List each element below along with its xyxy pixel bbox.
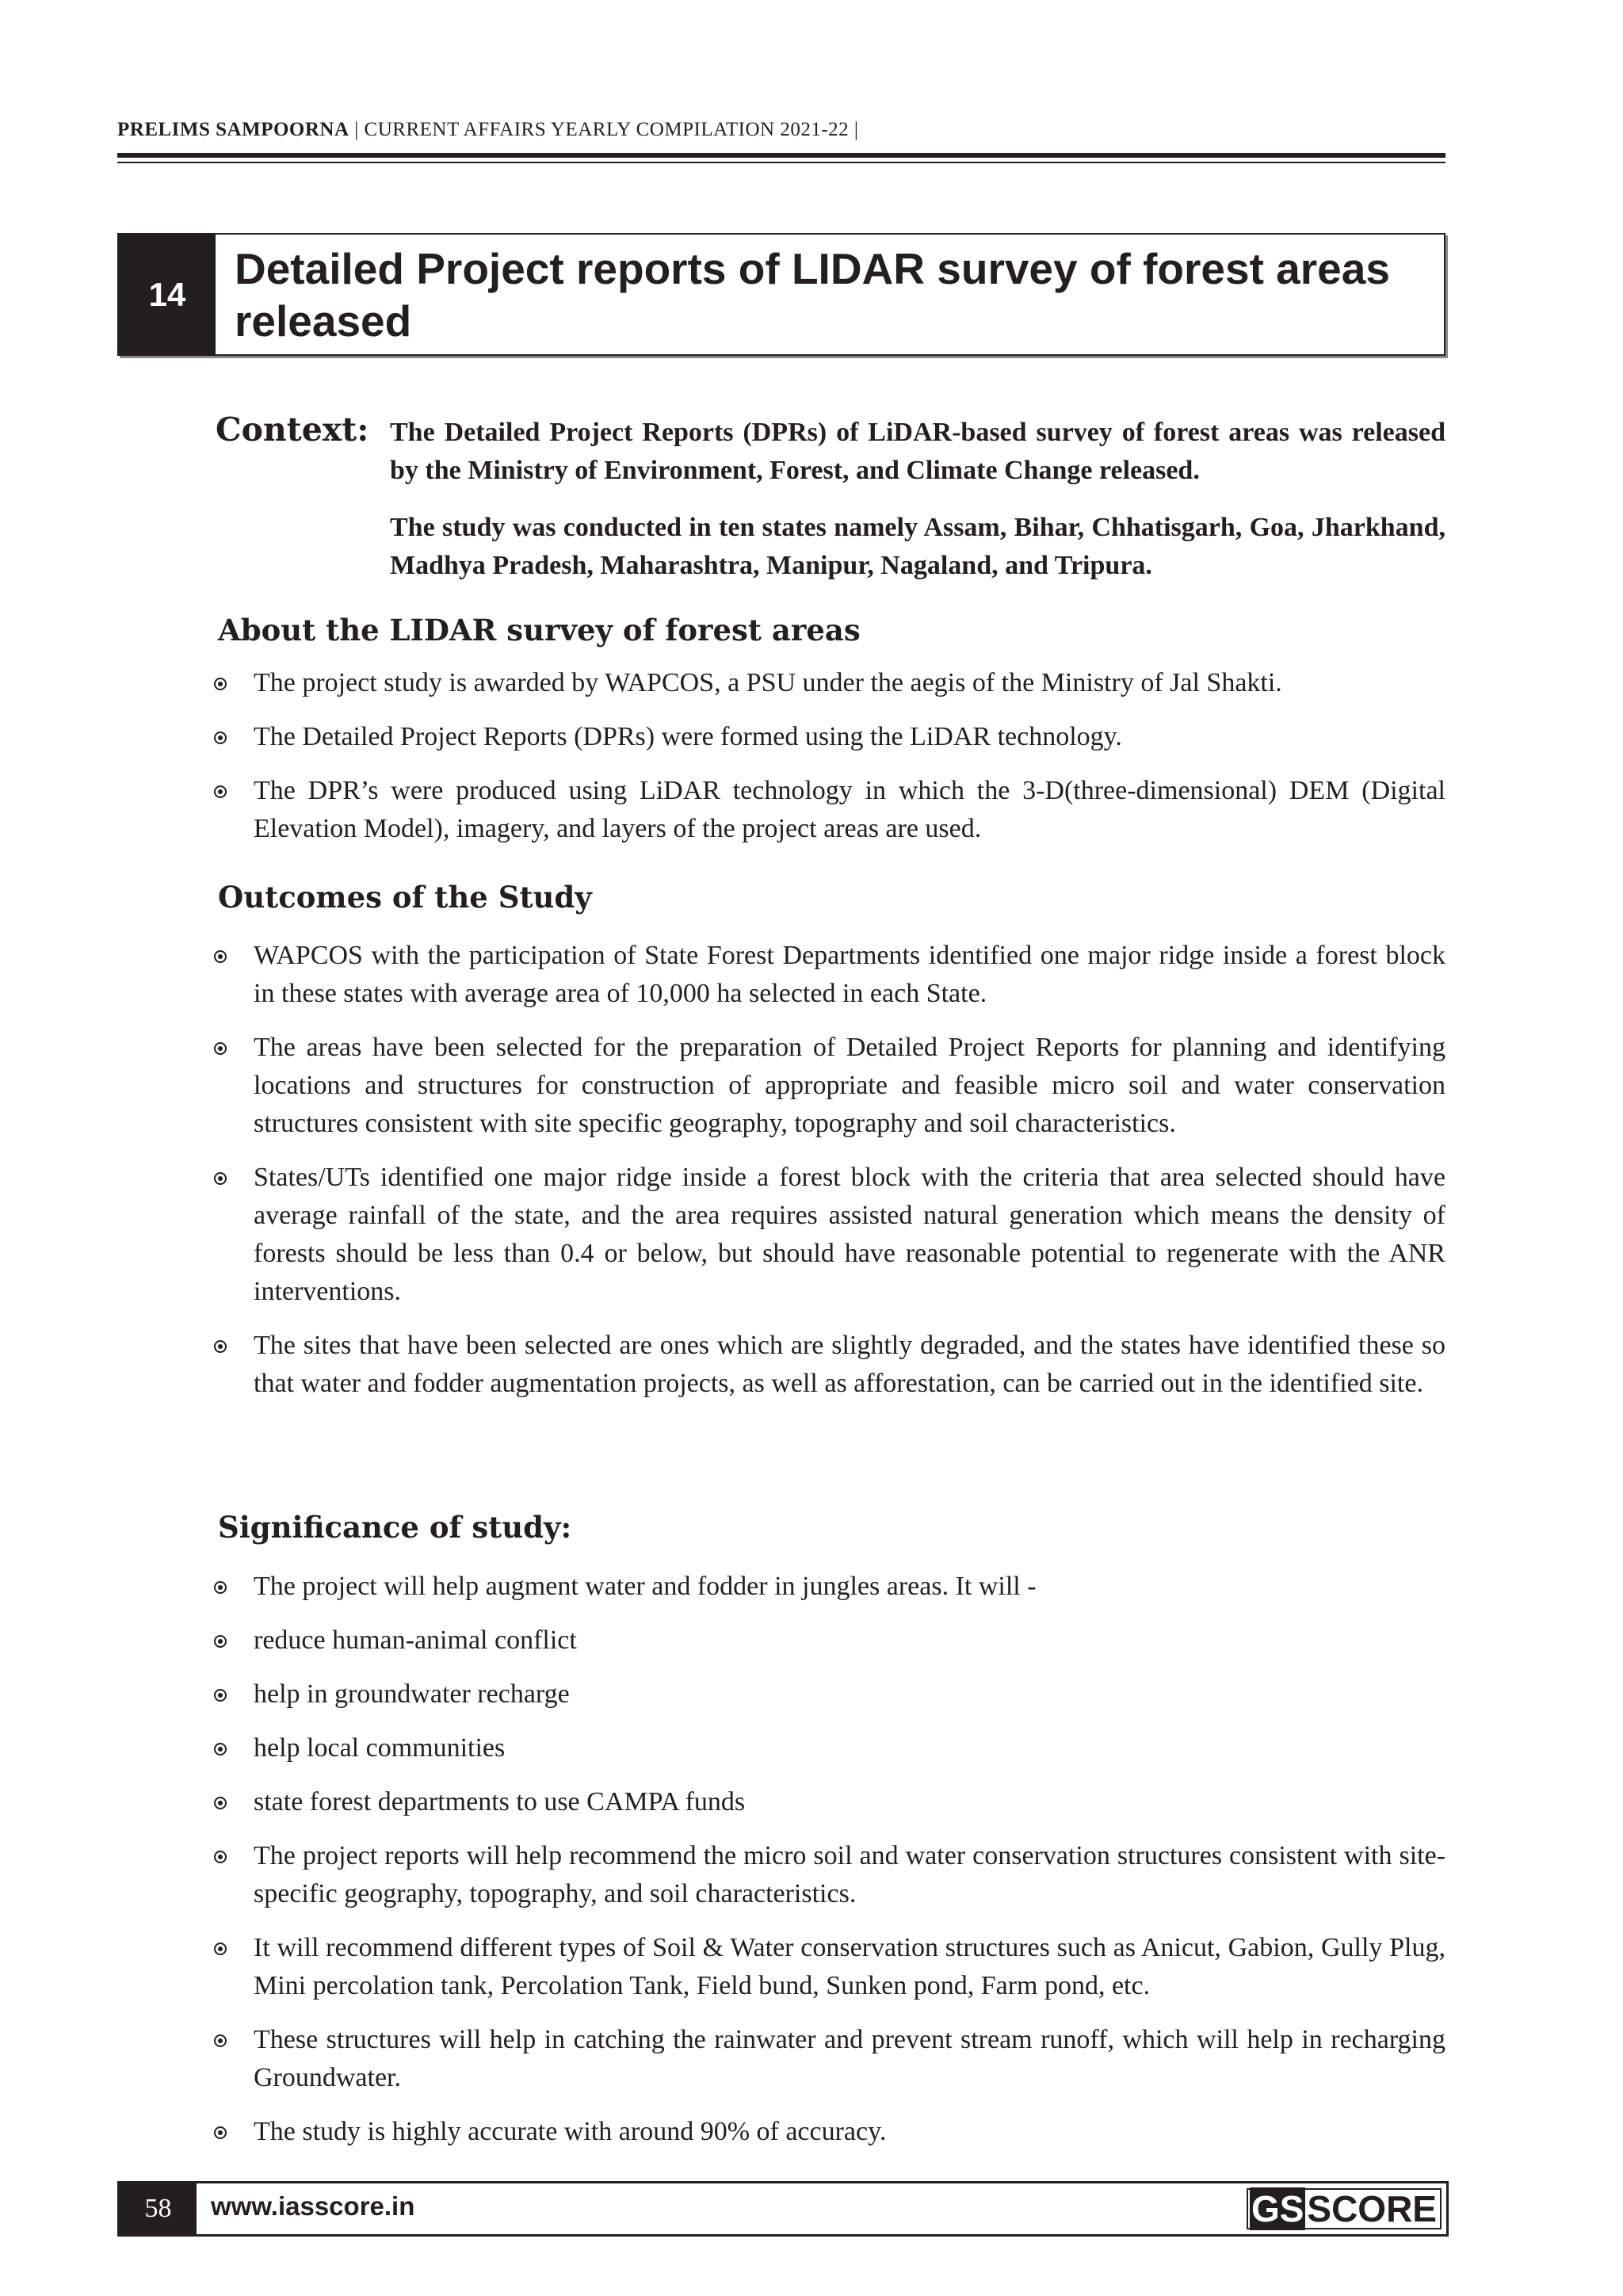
list-item bbox=[214, 1159, 1445, 1311]
page-number: 58 bbox=[120, 2183, 197, 2234]
context-body bbox=[390, 414, 1445, 585]
article-title: Detailed Project reports of LIDAR survey of forest areas released bbox=[235, 244, 1390, 346]
bullet-icon bbox=[214, 2126, 227, 2139]
list-item bbox=[214, 772, 1445, 848]
list-item bbox=[214, 1929, 1445, 2005]
list-item bbox=[214, 2113, 1445, 2151]
bullet-icon bbox=[214, 1340, 227, 1353]
list-item-text: The sites that have been selected are ones which are slightly degraded, and the states have identified these so that water and fodder augmentation projects, as well as afforestation, can be carried out in the identified site. bbox=[254, 1331, 1445, 1398]
bullet-icon bbox=[214, 1943, 227, 1955]
context-paragraph: The Detailed Project Reports (DPRs) of LiDAR-based survey of forest areas was released by the Ministry of Environment, Forest, and Climate Change released. bbox=[390, 418, 1445, 485]
bullet-icon bbox=[214, 1797, 227, 1809]
article-number: 14 bbox=[119, 235, 216, 354]
list-item-text: These structures will help in catching the rainwater and prevent stream runoff, which will help in recharging Groundwater. bbox=[254, 2025, 1445, 2092]
list-item bbox=[214, 664, 1445, 702]
list-item bbox=[214, 1729, 1445, 1767]
list-item bbox=[214, 1327, 1445, 1403]
list-item bbox=[214, 1783, 1445, 1821]
bullet-icon bbox=[214, 732, 227, 744]
bullet-list-outcomes bbox=[214, 937, 1445, 1419]
header-brand: PRELIMS SAMPOORNA bbox=[117, 119, 349, 140]
list-item-text: state forest departments to use CAMPA funds bbox=[254, 1787, 746, 1817]
list-item-text: The Detailed Project Reports (DPRs) were formed using the LiDAR technology. bbox=[254, 722, 1122, 751]
bullet-icon bbox=[214, 1743, 227, 1755]
section-heading-significance: Significance of study: bbox=[218, 1510, 572, 1545]
bullet-icon bbox=[214, 785, 227, 798]
context-label: Context: bbox=[216, 411, 369, 449]
list-item-text: The project will help augment water and fodder in jungles areas. It will - bbox=[254, 1572, 1037, 1601]
bullet-icon bbox=[214, 2034, 227, 2047]
context-paragraph: The study was conducted in ten states namely Assam, Bihar, Chhatisgarh, Goa, Jharkhand, Madhya Pradesh, Maharashtra, Manipur, Nagaland, and Tripura. bbox=[390, 513, 1445, 580]
list-item bbox=[214, 718, 1445, 756]
list-item bbox=[214, 1675, 1445, 1713]
list-item-text: The project study is awarded by WAPCOS, a PSU under the aegis of the Ministry of Jal Shakti. bbox=[254, 668, 1282, 697]
list-item-text: The DPR’s were produced using LiDAR technology in which the 3-D(three-dimensional) DEM (Digital Elevation Model), imagery, and layers of the project areas are used. bbox=[254, 776, 1445, 843]
section-heading-outcomes: Outcomes of the Study bbox=[218, 880, 592, 915]
bullet-icon bbox=[214, 1635, 227, 1648]
bullet-icon bbox=[214, 950, 227, 963]
section-heading-about: About the LIDAR survey of forest areas bbox=[218, 613, 861, 648]
list-item bbox=[214, 1029, 1445, 1143]
website-link[interactable]: www.iasscore.in bbox=[211, 2191, 415, 2221]
page-footer bbox=[117, 2181, 1449, 2237]
list-item-text: help local communities bbox=[254, 1733, 506, 1763]
list-item-text: The areas have been selected for the preparation of Detailed Project Reports for planning and identifying locations and structures for construction of appropriate and feasible micro soil and water conservation structures consistent with site specific geography, topography and soil characteristics. bbox=[254, 1033, 1445, 1138]
bullet-icon bbox=[214, 1851, 227, 1863]
gsscore-logo bbox=[1247, 2188, 1442, 2229]
list-item-text: WAPCOS with the participation of State Forest Departments identified one major ridge inside a forest block in these states with average area of 10,000 ha selected in each State. bbox=[254, 941, 1445, 1008]
list-item bbox=[214, 1622, 1445, 1660]
header-rule bbox=[117, 153, 1445, 158]
list-item-text: The project reports will help recommend the micro soil and water conservation structures consistent with site-specific geography, topography, and soil characteristics. bbox=[254, 1841, 1445, 1908]
bullet-icon bbox=[214, 1689, 227, 1702]
bullet-icon bbox=[214, 678, 227, 690]
bullet-icon bbox=[214, 1172, 227, 1185]
list-item-text: help in groundwater recharge bbox=[254, 1679, 570, 1709]
list-item bbox=[214, 1837, 1445, 1913]
list-item-text: The study is highly accurate with around 90% of accuracy. bbox=[254, 2117, 887, 2146]
list-item bbox=[214, 1568, 1445, 1606]
logo-score: SCORE bbox=[1307, 2188, 1437, 2229]
list-item-text: It will recommend different types of Soil & Water conservation structures such as Anicut, Gabion, Gully Plug, Mini percolation tank, Percolation Tank, Field bund, Sunken pond, Farm pond, etc. bbox=[254, 1933, 1445, 2000]
article-title-box bbox=[117, 233, 1445, 356]
list-item bbox=[214, 937, 1445, 1013]
bullet-list-significance bbox=[214, 1568, 1445, 2167]
list-item bbox=[214, 2021, 1445, 2097]
bullet-icon bbox=[214, 1042, 227, 1055]
header-subtitle: | CURRENT AFFAIRS YEARLY COMPILATION 2021-22 | bbox=[349, 119, 859, 140]
list-item-text: reduce human-animal conflict bbox=[254, 1626, 577, 1655]
bullet-icon bbox=[214, 1581, 227, 1594]
list-item-text: States/UTs identified one major ridge inside a forest block with the criteria that area selected should have average rainfall of the state, and the area requires assisted natural generation which means the density of forests should be less than 0.4 or below, but should have reasonable potential to regenerate with the ANR interventions. bbox=[254, 1163, 1445, 1306]
bullet-list-about bbox=[214, 664, 1445, 864]
running-header bbox=[117, 119, 858, 141]
header-rule-thin bbox=[117, 162, 1445, 163]
logo-gs: GS bbox=[1251, 2188, 1304, 2229]
